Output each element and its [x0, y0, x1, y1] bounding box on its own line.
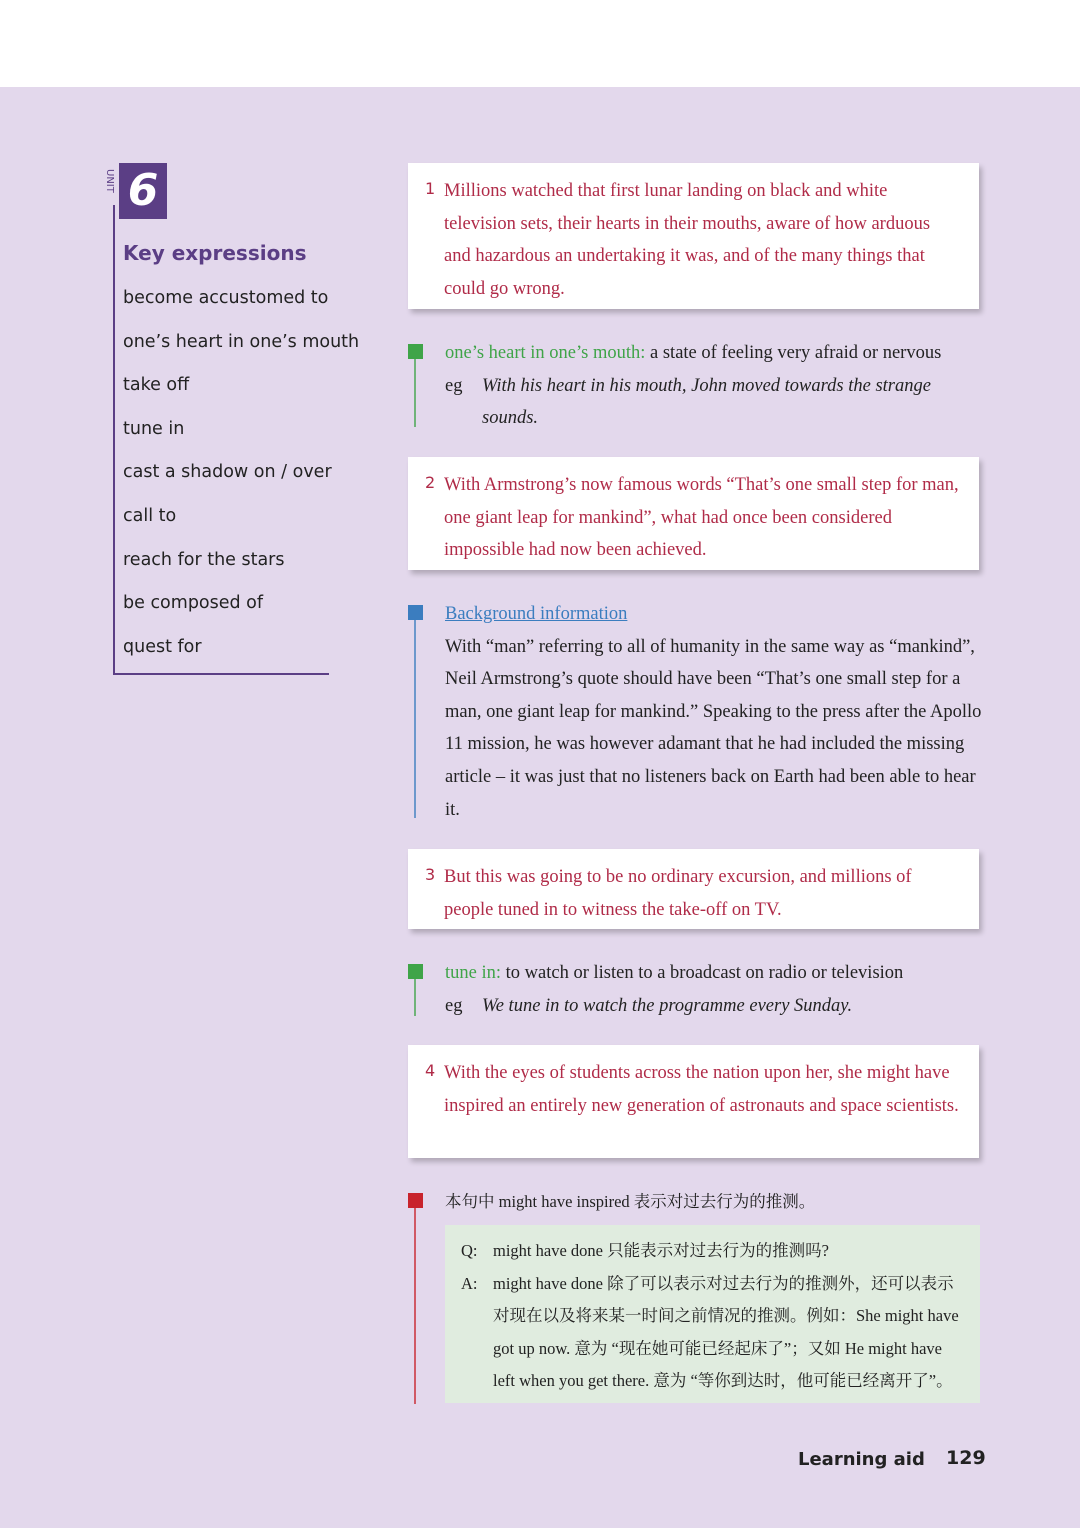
note-rule [414, 979, 416, 1016]
expression-item: become accustomed to [123, 288, 329, 308]
sidebar-rule [113, 205, 115, 675]
eg-label: eg [445, 995, 463, 1016]
unit-number-badge: 6 [119, 163, 167, 219]
expression-item: tune in [123, 418, 185, 439]
note-definition: a state of feeling very afraid or nervous [645, 343, 942, 363]
key-expressions-list [123, 284, 359, 676]
quote-box-1 [408, 163, 979, 309]
expression-item: one’s heart in one’s mouth [123, 331, 360, 352]
key-expressions-title: Key expressions [123, 241, 307, 265]
blue-square-marker [408, 605, 423, 620]
note-definition: to watch or listen to a broadcast on radio or television [501, 963, 904, 983]
note-rule [414, 1208, 416, 1404]
note-heart-in-mouth [408, 337, 983, 429]
expression-item: quest for [123, 636, 202, 657]
quote-number: 2 [425, 473, 436, 492]
quote-text: But this was going to be no ordinary excursion, and millions of people tuned in to witness the take-off on TV. [444, 867, 912, 920]
example-sentence: We tune in to watch the programme every Sunday. [482, 995, 853, 1016]
quote-number: 4 [425, 1061, 436, 1080]
expression-item: reach for the stars [123, 549, 285, 570]
note-term: tune in: [445, 963, 502, 983]
answer-text: might have done 除了可以表示对过去行为的推测外，还可以表示对现在以及将来某一时间之前情况的推测。例如：She might have got up now. 意为 “现在她可能已经起床了”；又如 He might have left when you get there. 意为 “等你到达时，他可能已经离开了”。 [493, 1273, 959, 1390]
note-tune-in [408, 957, 983, 1019]
quote-number: 1 [425, 179, 436, 198]
qa-box [445, 1225, 980, 1403]
question-label: Q: [461, 1241, 478, 1260]
expression-item: take off [123, 375, 190, 396]
quote-number: 3 [425, 865, 436, 884]
red-square-marker [408, 1193, 423, 1208]
note-background-information [408, 598, 983, 823]
quote-box-4 [408, 1045, 979, 1158]
question-text: might have done 只能表示对过去行为的推测吗? [493, 1241, 829, 1260]
quote-box-2 [408, 457, 979, 570]
unit-label: UNIT [104, 169, 115, 193]
quote-text: With the eyes of students across the nation upon her, she might have inspired an entirely new generation of astronauts and space scientists. [444, 1063, 959, 1116]
quote-text: Millions watched that first lunar landing on black and white television sets, their hearts in their mouths, aware of how arduous and hazardous an undertaking it was, and of the many things that could go wrong. [444, 181, 931, 299]
grammar-intro: 本句中 might have inspired 表示对过去行为的推测。 [445, 1192, 816, 1211]
background-title: Background information [445, 604, 628, 624]
eg-label: eg [445, 375, 463, 396]
expression-item: call to [123, 505, 177, 526]
green-square-marker [408, 964, 423, 979]
footer-section-label: Learning aid [798, 1449, 925, 1470]
example-sentence: With his heart in his mouth, John moved towards the strange sounds. [482, 375, 931, 429]
answer-label: A: [461, 1273, 478, 1293]
page-number: 129 [946, 1447, 986, 1469]
expression-item: be composed of [123, 593, 264, 614]
background-text: With “man” referring to all of humanity in the same way as “mankind”, Neil Armstrong’s quote should have been “That’s one small step for a man, one giant leap for mankind.” Speaking to the press after the Apollo 11 mission, he was however adamant that he had included the missing article – it was just that no listeners back on Earth had been able to hear it. [445, 636, 982, 820]
quote-box-3 [408, 849, 979, 929]
expression-item: cast a shadow on / over [123, 462, 332, 483]
note-rule [414, 620, 416, 818]
green-square-marker [408, 344, 423, 359]
note-term: one’s heart in one’s mouth: [445, 343, 646, 363]
note-rule [414, 359, 416, 427]
quote-text: With Armstrong’s now famous words “That’s one small step for man, one giant leap for mankind”, what had once been considered impossible had now been achieved. [444, 475, 959, 561]
